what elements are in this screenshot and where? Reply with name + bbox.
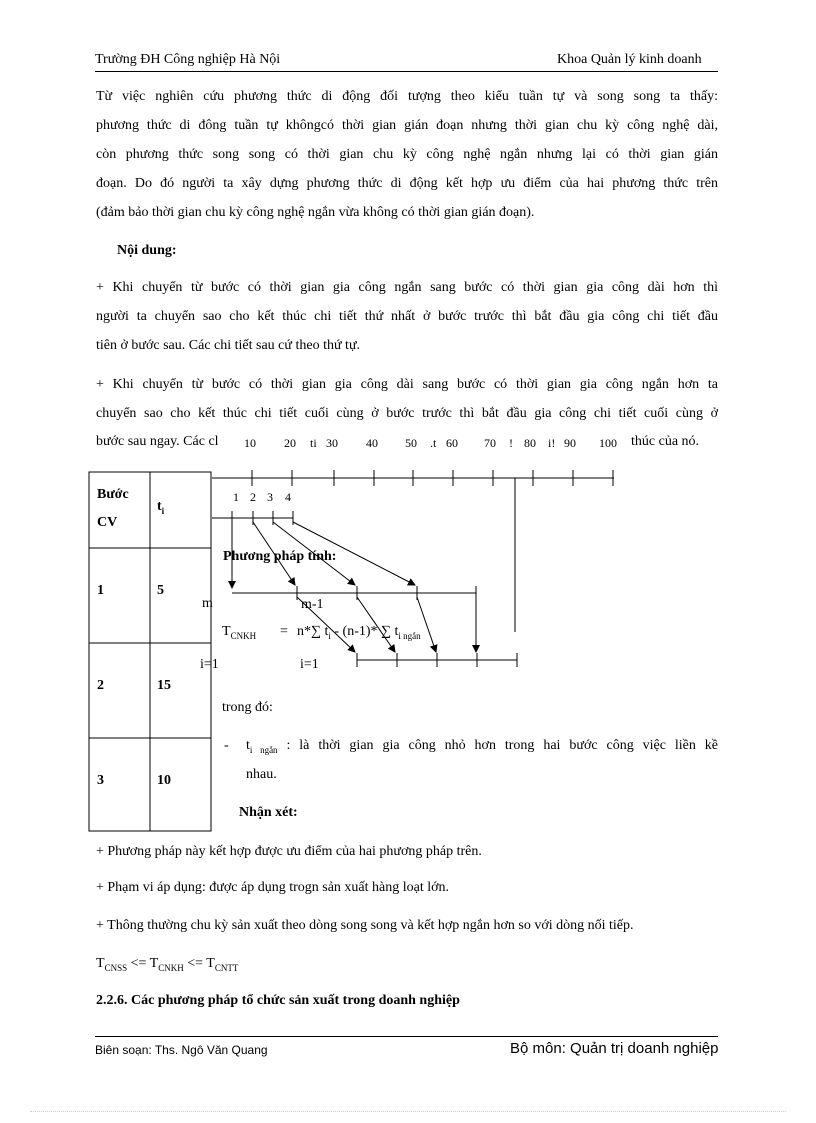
footer-right: Bộ môn: Quản trị doanh nghiệp — [510, 1040, 719, 1057]
intro-line: Từ việc nghiên cứu phương thức di động đối tượng theo kiểu tuần tự và song song ta thấy: — [96, 89, 718, 104]
detail-label: 2 — [250, 490, 256, 504]
where-bullet: - — [224, 738, 229, 753]
sum-lower-i2: i=1 — [300, 657, 319, 672]
formula-term1-sub: i — [328, 630, 331, 641]
where-t-sub: i ngắn — [249, 744, 278, 755]
timeline-tick-label: 40 — [366, 436, 378, 450]
detail-label: 4 — [285, 490, 291, 504]
timeline-tick-label: 50 — [405, 436, 417, 450]
table-step-cell: 2 — [97, 678, 104, 693]
intro-line: (đảm bảo thời gian chu kỳ công nghệ ngắn vừa không có thời gian gián đoạn). — [96, 205, 535, 220]
cmp-t: T — [96, 956, 105, 971]
table-time-cell: 15 — [157, 678, 171, 693]
nhan-xet-item: + Thông thường chu kỳ sản xuất theo dòng song song và kết hợp ngắn hơn so với dòng nối tiếp. — [96, 918, 634, 933]
rule1-line: tiên ở bước sau. Các chi tiết sau cứ theo thứ tự. — [96, 338, 361, 353]
table-time-cell: 5 — [157, 583, 164, 598]
cmp-t: T — [206, 956, 215, 971]
rule1-line: + Khi chuyển từ bước có thời gian gia công ngắn sang bước có thời gian gia công dài hơn thì — [96, 280, 718, 295]
header-right: Khoa Quản lý kinh doanh — [557, 52, 702, 67]
text-fragment: ! — [509, 436, 513, 450]
formula-lhs — [222, 624, 256, 641]
cmp-sub3: CNTT — [214, 962, 239, 973]
table-time-cell: 10 — [157, 773, 171, 788]
header-left: Trường ĐH Công nghiệp Hà Nội — [95, 52, 281, 67]
timeline-tick-label: 80 — [524, 436, 536, 450]
where-line2: nhau. — [246, 767, 277, 782]
rule2-last-right: thúc của nó. — [631, 434, 700, 449]
table-header-sub: i — [161, 505, 165, 516]
text-fragment: ti — [310, 436, 317, 450]
detail-label: 1 — [233, 490, 239, 504]
where-desc: : là thời gian gia công nhỏ hơn trong hai bước công việc liền kề — [286, 738, 718, 753]
formula-rhs — [297, 624, 421, 641]
timeline-tick-label: 60 — [446, 436, 458, 450]
cmp-op1: <= — [127, 956, 150, 971]
where-text — [246, 738, 718, 755]
page-bottom-dotted-line — [30, 1111, 786, 1112]
cmp-sub1: CNSS — [104, 962, 128, 973]
formula-equals: = — [280, 624, 288, 639]
formula-lhs-sub: CNKH — [230, 630, 257, 641]
timeline-tick-label: 70 — [484, 436, 496, 450]
formula-t: T — [222, 624, 231, 639]
formula-term1: n*∑ t — [297, 624, 329, 639]
timeline-tick-label: 20 — [284, 436, 296, 450]
text-fragment: .t — [430, 436, 437, 450]
footer-left: Biên soạn: Ths. Ngô Văn Quang — [95, 1043, 268, 1057]
footer-rule — [95, 1036, 718, 1037]
nhan-xet-item: + Phương pháp này kết hợp được ưu điểm của hai phương pháp trên. — [96, 844, 482, 859]
nhan-xet-item: + Phạm vi áp dụng: được áp dụng trogn sản xuất hàng loạt lớn. — [96, 880, 450, 895]
intro-line: phương thức di đông tuần tự khôngcó thời gian gián đoạn nhưng thời gian chu kỳ công nghệ dài, — [96, 118, 718, 133]
formula-heading: Phương pháp tính: — [223, 549, 337, 564]
nhan-xet-heading: Nhận xét: — [239, 805, 298, 820]
formula-term2: - (n-1)* ∑ t — [330, 624, 399, 639]
timeline-tick-label: 10 — [244, 436, 256, 450]
timeline-tick-label: 100 — [599, 436, 617, 450]
where-label: trong đó: — [222, 700, 273, 715]
cmp-op2: <= — [183, 956, 207, 971]
timeline-tick-label: 90 — [564, 436, 576, 450]
text-fragment: i! — [548, 436, 556, 450]
rule2-line: chuyển sao cho kết thúc chi tiết cuối cùng ở bước trước thì bắt đầu gia công chi tiết cuối cùng ở — [96, 406, 718, 421]
detail-label: 3 — [267, 490, 273, 504]
where-t: t — [246, 738, 250, 753]
rule1-line: người ta chuyển sao cho kết thúc chi tiết thứ nhất ở bước trước thì bắt đầu gia công chi tiết đầu — [96, 309, 718, 324]
rule2-line: + Khi chuyển từ bước có thời gian gia công dài sang bước có thời gian gia công ngắn hơn ta — [96, 377, 718, 392]
table-step-cell: 1 — [97, 583, 104, 598]
intro-line: đoạn. Do đó người ta xây dựng phương thức di động kết hợp ưu điểm của hai phương thức trên — [96, 176, 718, 191]
sum-upper-m1: m-1 — [301, 597, 324, 612]
timeline-tick-label: 30 — [326, 436, 338, 450]
table-header-t: t — [157, 499, 162, 514]
formula-term2-sub: i ngắn — [398, 630, 421, 641]
noi-dung-heading: Nội dung: — [117, 243, 177, 258]
intro-line: còn phương thức song song có thời gian chu kỳ công nghệ ngắn nhưng lại có thời gian gián — [96, 147, 718, 162]
section-heading: 2.2.6. Các phương pháp tổ chức sản xuất trong doanh nghiệp — [96, 993, 460, 1008]
cycle-comparison — [96, 956, 238, 973]
table-header-time — [157, 499, 164, 516]
table-header-step: Bước CV — [97, 487, 129, 530]
cmp-t: T — [149, 956, 159, 971]
cmp-sub2: CNKH — [158, 962, 184, 973]
table-step-cell: 3 — [97, 773, 104, 788]
sum-upper-m: m — [202, 596, 213, 611]
rule2-last-left: bước sau ngay. Các cl — [96, 434, 219, 449]
where-line — [246, 738, 718, 755]
sum-lower-i1: i=1 — [200, 657, 219, 672]
